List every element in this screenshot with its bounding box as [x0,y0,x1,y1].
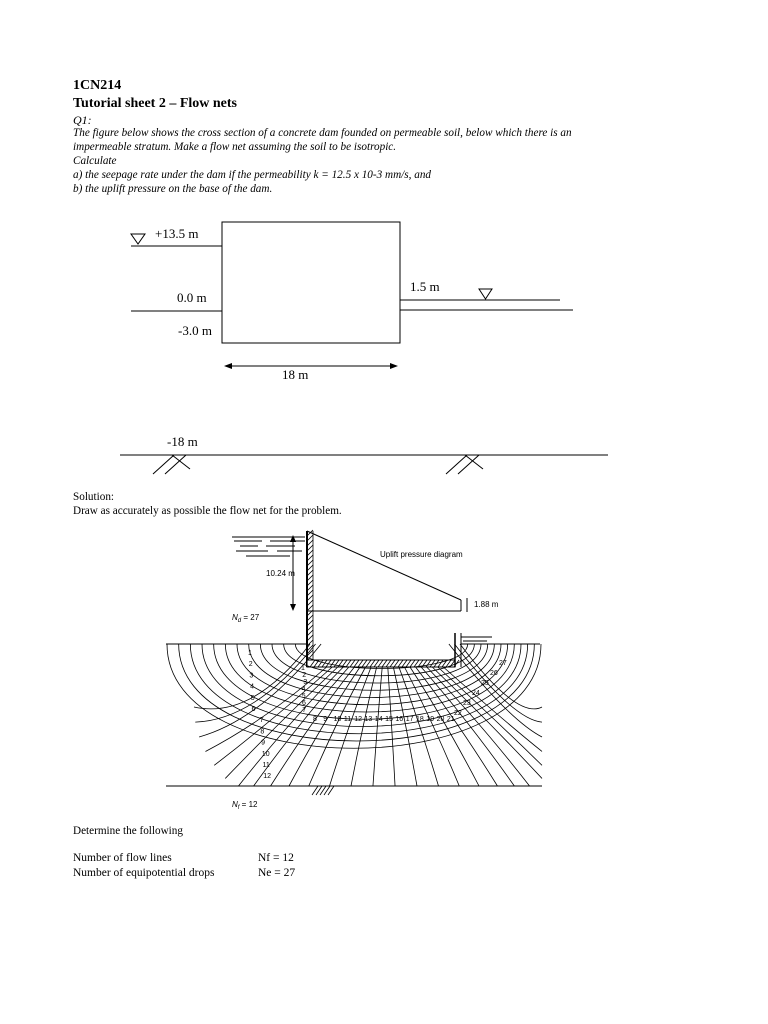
sheet-title: Tutorial sheet 2 – Flow nets [73,96,237,111]
equipotential-drop-number: 17 [405,716,414,723]
equipotential-label: Number of equipotential drops [73,867,215,879]
equipotential-line [410,667,479,786]
equipotential-drop-number: 3 [303,679,308,686]
equipotential-drop-number: 7 [302,707,307,714]
nd-label: $N_d = 27$ [232,613,260,624]
equipotential-drop-number: 18 [416,716,424,723]
stratum-level-label: -18 m [167,434,198,449]
equipotential-drop-number: 9 [323,716,328,723]
flow-channel-number: 5 [250,694,255,702]
equipotential-drop-number: 12 [354,716,362,723]
results-heading: Determine the following [73,825,183,837]
equipotential-drop-number: 27 [499,660,507,667]
impermeable-base-hatch [312,786,334,795]
equipotential-drop-number: 25 [481,680,489,687]
flow-channel-number: 10 [261,750,270,758]
flow-channel-number: 8 [260,728,265,736]
dam-width-label: 18 m [282,367,309,382]
downstream-head-label: 1.88 m [474,600,499,609]
equipotential-drop-number: 13 [364,716,373,723]
equipotential-drop-number: 5 [301,693,306,700]
solution-heading: Solution: [73,491,115,503]
equipotential-line [225,667,338,781]
question-line-2: impermeable stratum. Make a flow net assuming the soil to be isotropic. [73,141,397,153]
equipotential-drop-number: 1 [301,665,305,672]
question-label: Q1: [73,113,92,127]
flow-channel-number: 6 [251,706,256,713]
flow-channel-number: 12 [263,773,271,781]
equipotential-value: Ne = 27 [258,867,296,879]
equipotential-drop-number: 2 [302,672,307,679]
equipotential-line [205,667,326,751]
equipotential-drop-number: 8 [313,716,317,723]
equipotential-drop-number: 23 [463,700,471,707]
uplift-diagram-label: Uplift pressure diagram [380,550,463,559]
base-level-label: -3.0 m [178,323,212,338]
flow-channel-number: 3 [249,672,254,680]
flow-lines-value: Nf = 12 [258,852,294,864]
part-b: b) the uplift pressure on the base of the dam. [73,183,273,195]
equipotential-drop-number: 20 [436,716,445,723]
equipotential-drop-number: 6 [302,700,306,707]
equipotential-line [388,667,395,786]
upstream-head-label: 10.24 m [266,569,295,578]
equipotential-drop-number: 19 [426,716,435,723]
upstream-level-label: +13.5 m [155,226,199,241]
solution-instruction: Draw as accurately as possible the flow net for the problem. [73,505,342,517]
flow-channel-number: 7 [259,717,264,725]
equipotential-drop-number: 14 [374,716,383,723]
equipotential-drop-number: 26 [490,670,498,677]
ground-level-label: 0.0 m [177,290,207,305]
downstream-level-label: 1.5 m [410,279,440,294]
equipotential-line [399,667,439,786]
calculate-label: Calculate [73,155,117,167]
equipotential-drop-number: 15 [385,716,393,723]
equipotential-drop-number: 22 [454,710,462,717]
equipotential-line [421,667,514,786]
equipotential-line [427,667,530,786]
equipotential-drop-number: 24 [472,690,480,697]
flow-channel-number: 2 [248,661,253,669]
flow-channel-number: 9 [261,739,266,747]
equipotential-drop-number: 4 [301,686,306,693]
equipotential-drop-number: 21 [446,716,455,723]
part-a: a) the seepage rate under the dam if the permeability k = 12.5 x 10-3 mm/s, and [73,169,432,181]
equipotential-line [454,644,542,722]
course-code: 1CN214 [73,78,122,93]
flow-channel-number: 4 [250,683,255,691]
equipotential-drop-number: 16 [395,716,404,723]
nf-label: $N_f = 12$ [232,800,258,811]
equipotential-drop-number: 10 [333,716,342,723]
question-line-1: The figure below shows the cross section of a concrete dam founded on permeable soil, below which there is an [73,127,572,139]
flow-channel-number: 1 [248,650,252,657]
equipotential-drop-number: 11 [343,716,352,723]
flow-channel-number: 11 [262,762,270,769]
flow-lines-label: Number of flow lines [73,852,172,864]
equipotential-line [195,644,315,725]
